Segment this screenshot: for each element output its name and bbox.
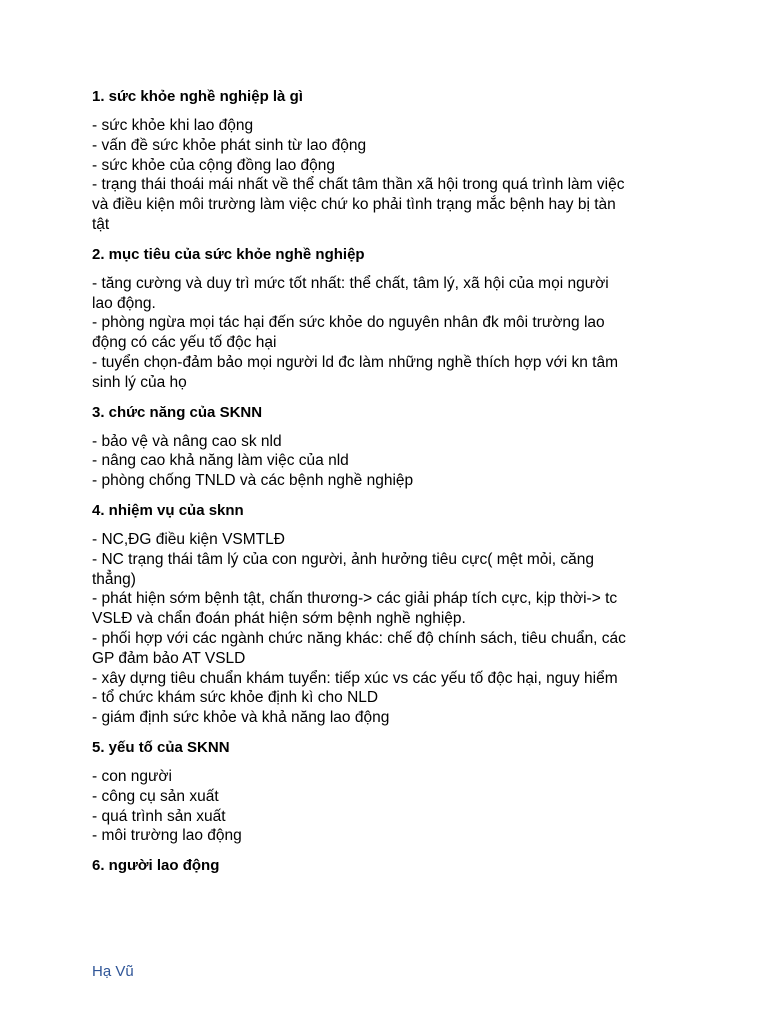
body-line: thẳng)	[92, 570, 136, 588]
body-line: - con người	[92, 767, 172, 785]
section-body	[92, 116, 712, 235]
body-line: - NC,ĐG điều kiện VSMTLĐ	[92, 530, 285, 548]
body-line: - bảo vệ và nâng cao sk nld	[92, 432, 282, 450]
body-line: - tăng cường và duy trì mức tốt nhất: thể chất, tâm lý, xã hội của mọi người	[92, 274, 609, 292]
body-line: - tổ chức khám sức khỏe định kì cho NLD	[92, 689, 379, 707]
section-heading: 4. nhiệm vụ của sknn	[92, 501, 244, 519]
section-body	[92, 530, 712, 728]
body-line: sinh lý của họ	[92, 373, 187, 391]
section-heading: 5. yếu tố của SKNN	[92, 738, 230, 756]
body-line: - quá trình sản xuất	[92, 807, 226, 825]
section-1	[92, 87, 712, 235]
section-heading: 6. người lao động	[92, 857, 220, 875]
body-line: - công cụ sản xuất	[92, 787, 219, 805]
section-2	[92, 245, 712, 393]
body-line: - trạng thái thoái mái nhất về thể chất tâm thần xã hội trong quá trình làm việc	[92, 176, 625, 194]
body-line: - xây dựng tiêu chuẩn khám tuyển: tiếp xúc vs các yếu tố độc hại, nguy hiểm	[92, 669, 618, 687]
body-line: - môi trường lao động	[92, 827, 242, 845]
body-line: - sức khỏe khi lao động	[92, 117, 254, 134]
body-line: lao động.	[92, 294, 156, 312]
body-line: - phát hiện sớm bệnh tật, chấn thương-> các giải pháp tích cực, kịp thời-> tc	[92, 590, 618, 608]
body-line: - tuyển chọn-đảm bảo mọi người ld đc làm những nghề thích hợp với kn tâm	[92, 353, 618, 371]
section-body	[92, 767, 712, 846]
section-heading: 2. mục tiêu của sức khỏe nghề nghiệp	[92, 245, 365, 263]
footer-author: Hạ Vũ	[92, 963, 134, 980]
section-4	[92, 501, 712, 728]
document-page	[92, 87, 712, 885]
body-line: và điều kiện môi trường làm việc chứ ko phải tình trạng mắc bệnh hay bị tàn	[92, 196, 616, 214]
body-line: - vấn đề sức khỏe phát sinh từ lao động	[92, 136, 367, 154]
body-line: - phòng chống TNLD và các bệnh nghề nghiệp	[92, 472, 414, 490]
body-line: - phối hợp với các ngành chức năng khác: chế độ chính sách, tiêu chuẩn, các	[92, 629, 626, 647]
body-line: - phòng ngừa mọi tác hại đến sức khỏe do nguyên nhân đk môi trường lao	[92, 314, 605, 332]
body-line: - NC trạng thái tâm lý của con người, ảnh hưởng tiêu cực( mệt mỏi, căng	[92, 550, 595, 568]
body-line: GP đảm bảo AT VSLD	[92, 649, 246, 667]
section-5	[92, 738, 712, 846]
section-6	[92, 856, 712, 876]
body-line: - nâng cao khả năng làm việc của nld	[92, 452, 349, 470]
section-3	[92, 403, 712, 491]
section-body	[92, 432, 712, 491]
body-line: tật	[92, 215, 110, 233]
body-line: động có các yếu tố độc hại	[92, 334, 277, 352]
section-body	[92, 274, 712, 393]
section-heading: 1. sức khỏe nghề nghiệp là gì	[92, 88, 303, 105]
section-heading: 3. chức năng của SKNN	[92, 403, 263, 421]
body-line: VSLĐ và chẩn đoán phát hiện sớm bệnh nghề nghiệp.	[92, 610, 466, 628]
body-line: - giám định sức khỏe và khả năng lao động	[92, 709, 390, 727]
body-line: - sức khỏe của cộng đồng lao động	[92, 156, 336, 174]
